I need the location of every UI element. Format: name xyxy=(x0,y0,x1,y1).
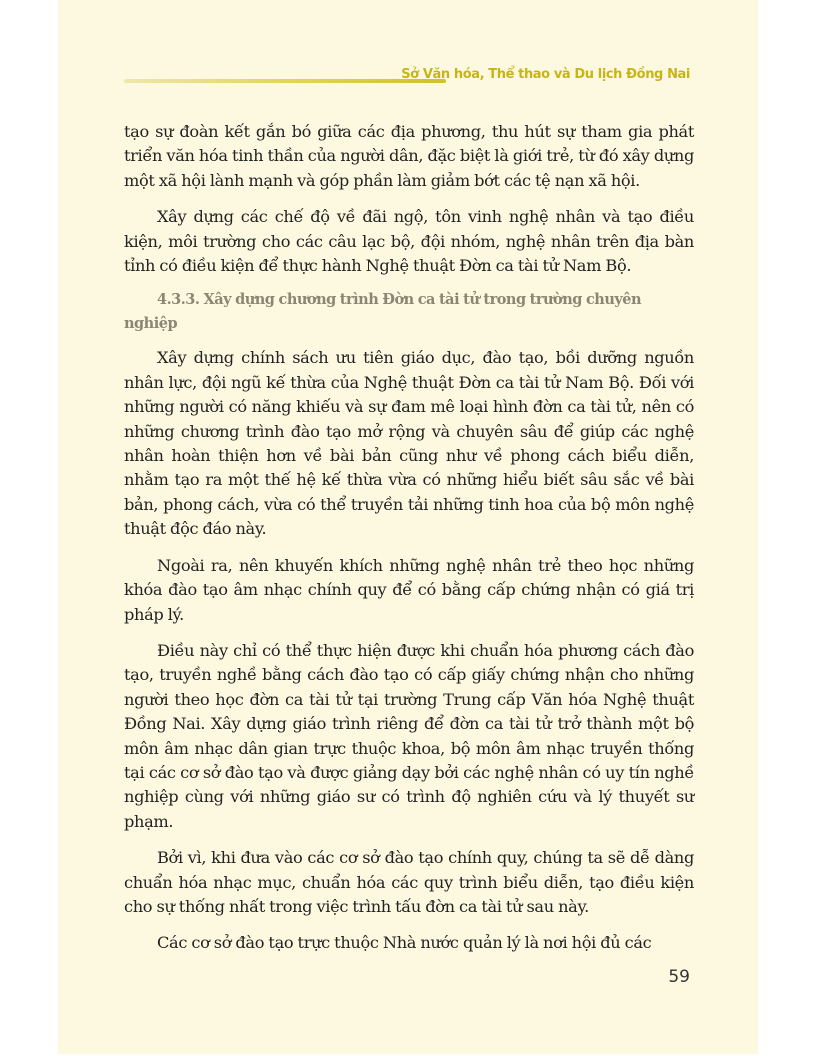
paragraph: Xây dựng các chế độ về đãi ngộ, tôn vinh nghệ nhân và tạo điều kiện, môi trường cho các câu lạc bộ, đội nhóm, nghệ nhân trên địa bàn tỉnh có điều kiện để thực hành Nghệ thuật Đờn ca tài tử Nam Bộ. xyxy=(124,207,694,276)
running-header xyxy=(58,62,758,92)
page-body xyxy=(124,120,694,968)
header-title: Sở Văn hóa, Thể thao và Du lịch Đồng Nai xyxy=(401,67,690,82)
page-number: 59 xyxy=(668,967,690,987)
book-page xyxy=(58,0,758,1054)
paragraph: Ngoài ra, nên khuyến khích những nghệ nhân trẻ theo học những khóa đào tạo âm nhạc chính quy để có bằng cấp chứng nhận có giá trị pháp lý. xyxy=(124,555,694,624)
paragraph: Bởi vì, khi đưa vào các cơ sở đào tạo chính quy, chúng ta sẽ dễ dàng chuẩn hóa nhạc mục, chuẩn hóa các quy trình biểu diễn, tạo điều kiện cho sự thống nhất trong việc trình tấu đờn ca tài tử sau này. xyxy=(124,848,694,916)
paragraph-continued: tạo sự đoàn kết gắn bó giữa các địa phương, thu hút sự tham gia phát triển văn hóa tinh thần của người dân, đặc biệt là giới trẻ, từ đó xây dựng một xã hội lành mạnh và góp phần làm giảm bớt các tệ nạn xã hội. xyxy=(124,122,694,190)
section-heading: 4.3.3. Xây dựng chương trình Đờn ca tài tử trong trường chuyên nghiệp xyxy=(124,291,642,333)
header-rule xyxy=(124,79,446,83)
paragraph: Các cơ sở đào tạo trực thuộc Nhà nước quản lý là nơi hội đủ các xyxy=(157,933,652,953)
paragraph: Xây dựng chính sách ưu tiên giáo dục, đào tạo, bồi dưỡng nguồn nhân lực, đội ngũ kế thừa của Nghệ thuật Đờn ca tài tử Nam Bộ. Đối với những người có năng khiếu và sự đam mê loại hình đờn ca tài tử, nên có những chương trình đào tạo mở rộng và chuyên sâu để giúp các nghệ nhân hoàn thiện hơn về bài bản cũng như về phong cách biểu diễn, nhằm tạo ra một thế hệ kế thừa vừa có những hiểu biết sâu sắc về bài bản, phong cách, vừa có thể truyền tải những tinh hoa của bộ môn nghệ thuật độc đáo này. xyxy=(124,348,694,539)
paragraph: Điều này chỉ có thể thực hiện được khi chuẩn hóa phương cách đào tạo, truyền nghề bằng cách đào tạo có cấp giấy chứng nhận cho những người theo học đờn ca tài tử tại trường Trung cấp Văn hóa Nghệ thuật Đồng Nai. Xây dựng giáo trình riêng để đờn ca tài tử trở thành một bộ môn âm nhạc dân gian trực thuộc khoa, bộ môn âm nhạc truyền thống tại các cơ sở đào tạo và được giảng dạy bởi các nghệ nhân có uy tín nghề nghiệp cùng với những giáo sư có trình độ nghiên cứu và lý thuyết sư phạm. xyxy=(124,640,694,831)
